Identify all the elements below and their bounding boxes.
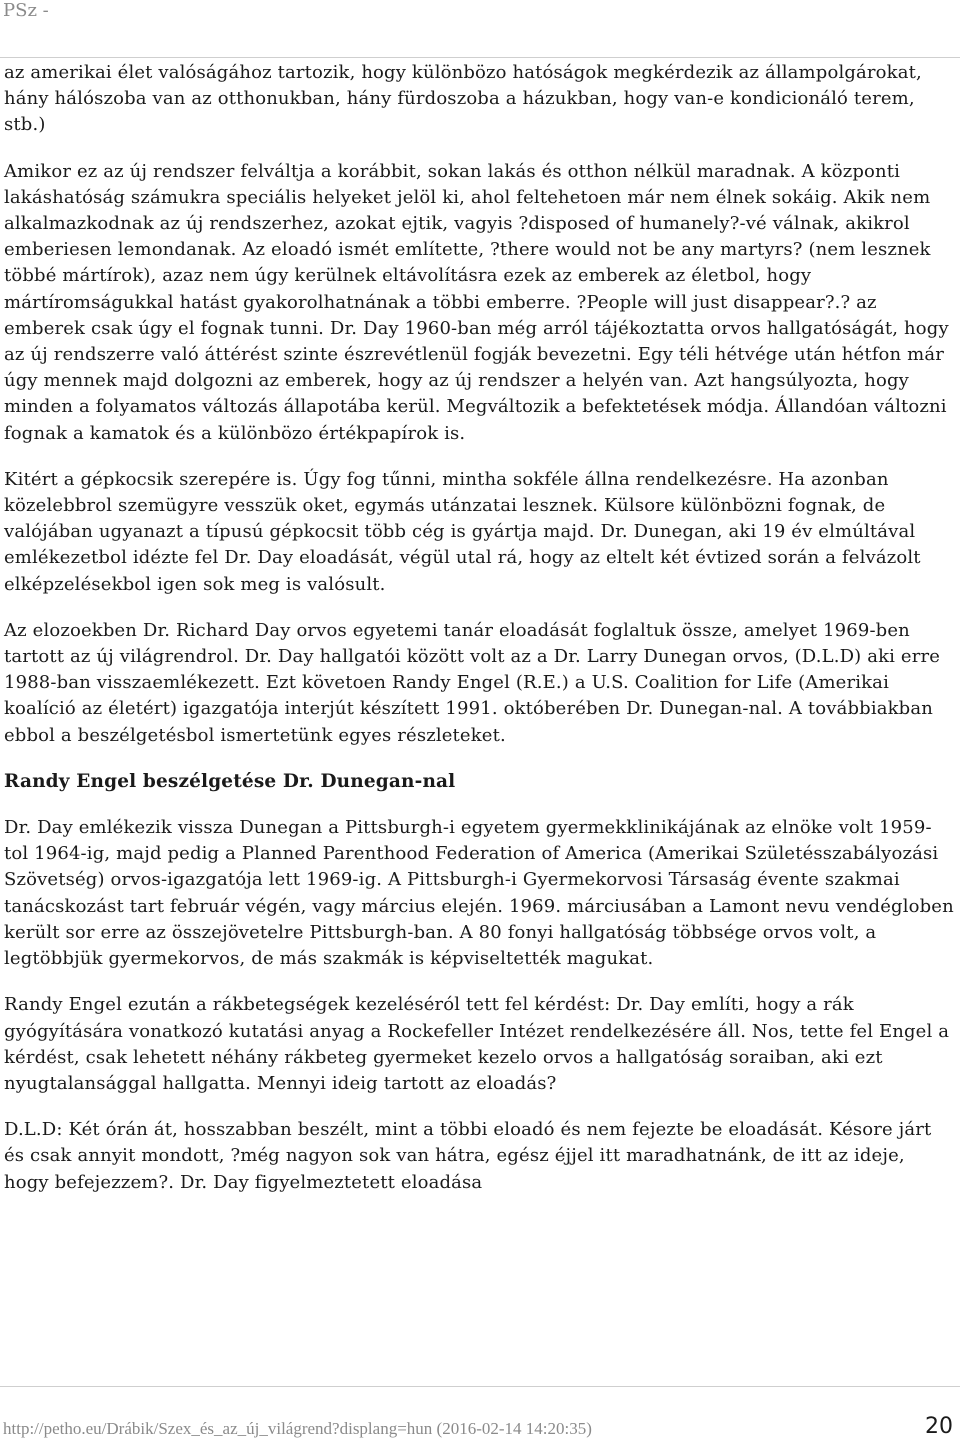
paragraph: Dr. Day emlékezik vissza Dunegan a Pittsburgh-i egyetem gyermekklinikájának az elnöke volt 1959-tol 1964-ig, majd pedig a Planned Parenthood Federation of America (Amerikai Születésszabályozási Szövetség) orvos-igazgatója lett 1969-ig. A Pittsburgh-i Gyermekorvosi Társaság évente szakmai tanácskozást tart február végén, vagy március elején. 1969. márciusában a Lamont nevu vendégloben került sor erre az összejövetelre Pittsburgh-ban. A 80 fonyi hallgatóság többsége orvos volt, a legtöbbjük gyermekorvos, de más szakmák is képviseltették magukat. [4, 817, 954, 970]
paragraph: Amikor ez az új rendszer felváltja a korábbit, sokan lakás és otthon nélkül maradnak. A központi lakáshatóság számukra speciális helyeket jelöl ki, ahol feltehetoen már nem élnek sokáig. Akik nem alkalmazkodnak az új rendszerhez, azokat ejtik, vagyis ?disposed of humanely?-vé válnak, akikrol emberiesen lemondanak. Az eloadó ismét említette, ?there would not be any martyrs? (nem lesznek többé mártírok), azaz nem úgy kerülnek eltávolításra ezek az emberek az életbol, hogy mártíromságukkal hatást gyakorolhatnának a többi emberre. ?People will just disappear?.? az emberek csak úgy el fognak tunni. Dr. Day 1960-ban még arról tájékoztatta orvos hallgatóságát, hogy az új rendszerre való áttérést szinte észrevétlenül fogják bevezetni. Egy téli hétvége után hétfon már úgy mennek majd dolgozni az emberek, hogy az új rendszer a helyén van. Azt hangsúlyozta, hogy minden a folyamatos változás állapotába kerül. Megváltozik a befektetések módja. Állandóan változni fognak a kamatok és a különbözo értékpapírok is. [4, 160, 949, 444]
article-body [4, 60, 954, 1216]
footer-url: http://petho.eu/Drábik/Szex_és_az_új_világrend?displang=hun (2016-02-14 14:20:35) [3, 1419, 592, 1438]
paragraph: az amerikai élet valóságához tartozik, hogy különbözo hatóságok megkérdezik az állampolgárokat, hány hálószoba van az otthonukban, hány fürdoszoba a házukban, hogy van-e kondicionáló terem, stb.) [4, 62, 922, 136]
header-divider [0, 57, 960, 58]
page-number: 20 [925, 1414, 953, 1439]
paragraph: Randy Engel ezután a rákbetegségek kezeléséról tett fel kérdést: Dr. Day említi, hogy a rák gyógyítására vonatkozó kutatási anyag a Rockefeller Intézet rendelkezésére áll. Nos, tette fel Engel a kérdést, csak lehetett néhány rákbeteg gyermeket kezelo orvos a hallgatóság soraiban, aki ezt nyugtalansággal hallgatta. Mennyi ideig tartott az eloadás? [4, 994, 950, 1094]
footer-divider [0, 1386, 960, 1387]
page-header: PSz - [3, 0, 49, 21]
paragraph: Kitért a gépkocsik szerepére is. Úgy fog tűnni, mintha sokféle állna rendelkezésre. Ha azonban közelebbrol szemügyre vesszük oket, egymás utánzatai lesznek. Külsore különbözni fognak, de valójában ugyanazt a típusú gépkocsit több cég is gyártja majd. Dr. Dunegan, aki 19 év elmúltával emlékezetbol idézte fel Dr. Day eloadását, végül utal rá, hogy az eltelt két évtized során a felvázolt elképzelésekbol igen sok meg is valósult. [4, 468, 921, 595]
paragraph: D.L.D: Két órán át, hosszabban beszélt, mint a többi eloadó és nem fejezte be eloadását. Késore járt és csak annyit mondott, ?még nagyon sok van hátra, egész éjjel itt maradhatnánk, de itt az ideje, hogy befejezzem?. Dr. Day figyelmeztetett eloadása [4, 1119, 932, 1193]
paragraph: Az elozoekben Dr. Richard Day orvos egyetemi tanár eloadását foglaltuk össze, amelyet 1969-ben tartott az új világrendrol. Dr. Day hallgatói között volt az a Dr. Larry Dunegan orvos, (D.L.D) aki erre 1988-ban visszaemlékezett. Ezt követoen Randy Engel (R.E.) a U.S. Coalition for Life (Amerikai koalíció az életért) igazgatója interjút készített 1991. októberében Dr. Dunegan-nal. A továbbiakban ebbol a beszélgetésbol ismertetünk egyes részleteket. [4, 619, 941, 746]
section-heading: Randy Engel beszélgetése Dr. Dunegan-nal [4, 770, 456, 792]
